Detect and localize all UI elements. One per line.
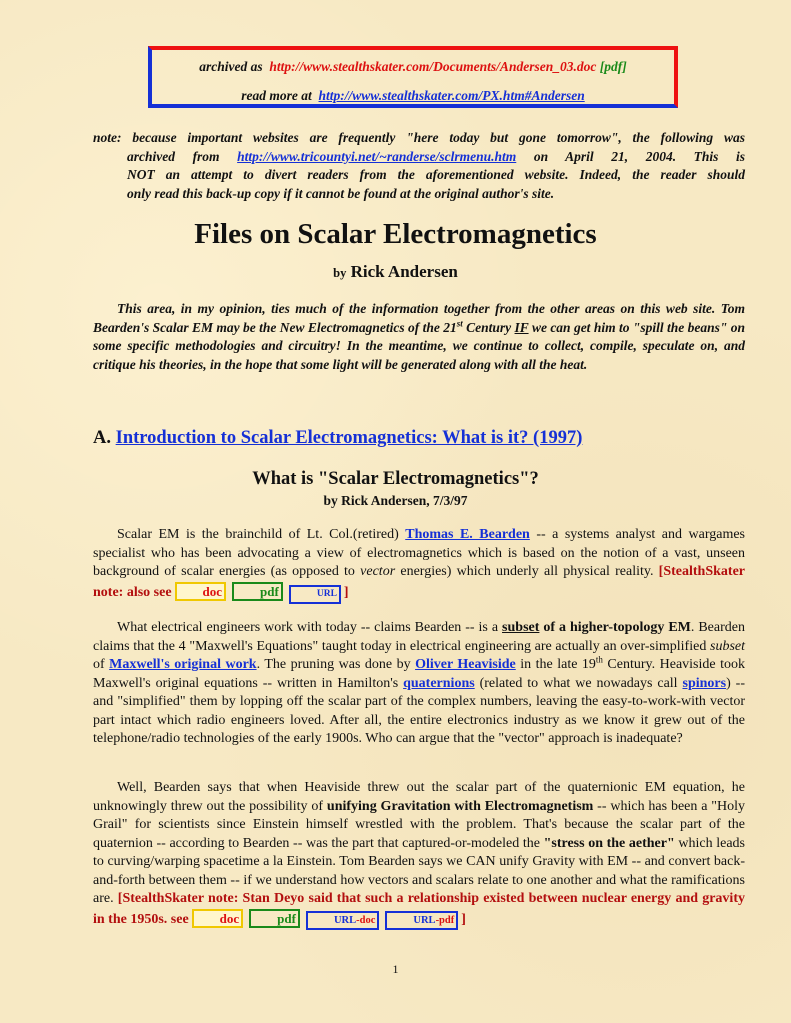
body-text: ) -- and "simplified" them by lopping off the scalar part of the complex numbers, leaving the easy-to-work-with vector part intact which radio engineers loved. After all, the entire electronics industry as we know it grew out of the telephone/radio technologies of the early 1900s. Who can argue that the "vector" approach is inadequate?: [93, 675, 745, 746]
archive-note: [93, 129, 745, 203]
superscript: th: [595, 654, 603, 665]
body-text: . The pruning was done by: [256, 657, 416, 672]
doc-link-button[interactable]: doc: [192, 909, 244, 928]
byline-author: Rick Andersen: [350, 262, 458, 281]
url-doc-link-button[interactable]: [306, 911, 379, 930]
maxwell-link[interactable]: Maxwell's original work: [109, 657, 257, 672]
archive-notice-box: [148, 46, 678, 108]
stealthskater-note: [StealthSkater note: also see: [93, 564, 745, 600]
note-line-2: [93, 148, 745, 167]
note-text: on April 21, 2004. This is: [533, 148, 745, 164]
body-text: What electrical engineers work with today -- claims Bearden -- is a: [117, 620, 503, 635]
archive-label: archived as: [199, 59, 263, 74]
url-suffix: -pdf: [435, 914, 455, 926]
pdf-link-button[interactable]: pdf: [232, 582, 283, 601]
intro-text: This area, in my opinion, ties much of the information together from the other areas on this web site. Tom Bearden's Scalar EM may be the New Electromagnetics of the 21: [93, 301, 745, 335]
subset-term: subset: [502, 620, 540, 635]
url-label: URL: [333, 914, 357, 926]
archive-doc-link[interactable]: http://www.stealthskater.com/Documents/Andersen_03.doc: [269, 59, 597, 74]
body-text: -- which has been a "Holy Grail" for scientists since Einstein himself wrestled with the problem. That's because the scalar part of the quaternion -- according to Bearden -- was the part that captured-or-modeled the: [93, 798, 746, 851]
url-label: URL: [413, 914, 436, 926]
archive-line: [152, 59, 674, 75]
body-bold: of a higher-topology EM: [539, 620, 691, 635]
read-more-line: [152, 88, 674, 104]
body-text: (related to what we nowadays call: [474, 675, 683, 691]
aether-term: "stress on the aether": [543, 835, 675, 851]
body-text: . Bearden claims that the 4 "Maxwell's Equations" taught today in electrical engineering are actually an over-simplified: [93, 620, 745, 654]
archive-pdf-link[interactable]: [pdf]: [599, 59, 627, 74]
intro-paragraph: [93, 300, 745, 374]
url-link-button[interactable]: URL: [289, 585, 341, 604]
body-text: Century. Heaviside took Maxwell's original equations -- written in Hamilton's: [93, 657, 745, 691]
note-line-3: NOT an attempt to divert readers from the aforementioned website. Indeed, the reader should: [127, 167, 745, 182]
pdf-link-button[interactable]: pdf: [249, 909, 300, 928]
byline: [0, 262, 791, 282]
emphasis: vector: [360, 564, 396, 579]
article-byline: by Rick Andersen, 7/3/97: [323, 493, 468, 508]
body-text: which leads to curving/warping spacetime a la Einstein. Tom Bearden says we CAN unify Gravity with EM -- and convert back-and-forth between them -- if we understand how vectors and scalars relate to one another and what the ramifications are.: [93, 835, 745, 906]
heaviside-link[interactable]: Oliver Heaviside: [415, 657, 516, 672]
emphasis: subset: [710, 638, 745, 654]
body-text: -- a systems analyst and wargames specialist who has been advocating a view of electromagnetics which is based on the notion of a vast, unseen background of scalar energies (as opposed to: [93, 527, 745, 579]
article-title: What is "Scalar Electromagnetics"?: [252, 469, 539, 489]
note-close: ]: [461, 911, 466, 927]
doc-link-button[interactable]: doc: [175, 582, 227, 601]
body-text: energies) which underly all physical reality.: [395, 564, 659, 579]
spinors-link[interactable]: spinors: [682, 675, 727, 691]
read-more-link[interactable]: http://www.stealthskater.com/PX.htm#Andersen: [318, 88, 585, 103]
body-text: Scalar EM is the brainchild of Lt. Col.(retired): [117, 527, 406, 542]
url-pdf-link-button[interactable]: [385, 911, 458, 930]
paragraph-1: [93, 526, 745, 604]
quaternions-link[interactable]: quaternions: [403, 675, 475, 691]
note-text: archived from: [127, 148, 220, 164]
paragraph-2: [93, 619, 745, 749]
unification-term: unifying Gravitation with Electromagnetism: [326, 798, 594, 814]
section-prefix: A.: [93, 428, 111, 448]
original-source-link[interactable]: http://www.tricountyi.net/~randerse/sclrmenu.htm: [237, 148, 517, 164]
note-close: ]: [343, 584, 349, 600]
body-text: of: [93, 657, 110, 672]
section-a-link[interactable]: Introduction to Scalar Electromagnetics: What is it? (1997): [115, 428, 583, 448]
body-text: Well, Bearden says that when Heaviside threw out the scalar part of the quaternionic EM equation, he unknowingly threw out the possibility of: [93, 780, 745, 814]
superscript: st: [456, 318, 463, 328]
note-line-4: only read this back-up copy if it cannot be found at the original author's site.: [127, 185, 555, 201]
section-a-heading: [93, 428, 582, 449]
page-title: Files on Scalar Electromagnetics: [194, 218, 597, 250]
intro-text: we can get him to "spill the beans" on some specific methodologies and circuitry! In the meantime, we continue to collect, compile, speculate on, and critique his theories, in the hope that some light will be generated along with all the heat.: [93, 319, 745, 372]
page-number: 1: [392, 962, 399, 976]
intro-if: IF: [514, 319, 529, 335]
note-line-1: note: because important websites are frequently "here today but gone tomorrow", the following was: [93, 130, 745, 145]
url-suffix: -doc: [356, 914, 376, 926]
paragraph-3: [93, 779, 745, 930]
body-text: in the late 19: [515, 657, 596, 672]
stealthskater-note: [StealthSkater note: Stan Deyo said that such a relationship existed between nuclear energy and gravity in the 1950s. see: [93, 891, 745, 927]
intro-text: Century: [462, 319, 515, 335]
bearden-link[interactable]: Thomas E. Bearden: [405, 527, 530, 542]
read-more-label: read more at: [241, 88, 312, 103]
byline-by: by: [333, 266, 347, 280]
